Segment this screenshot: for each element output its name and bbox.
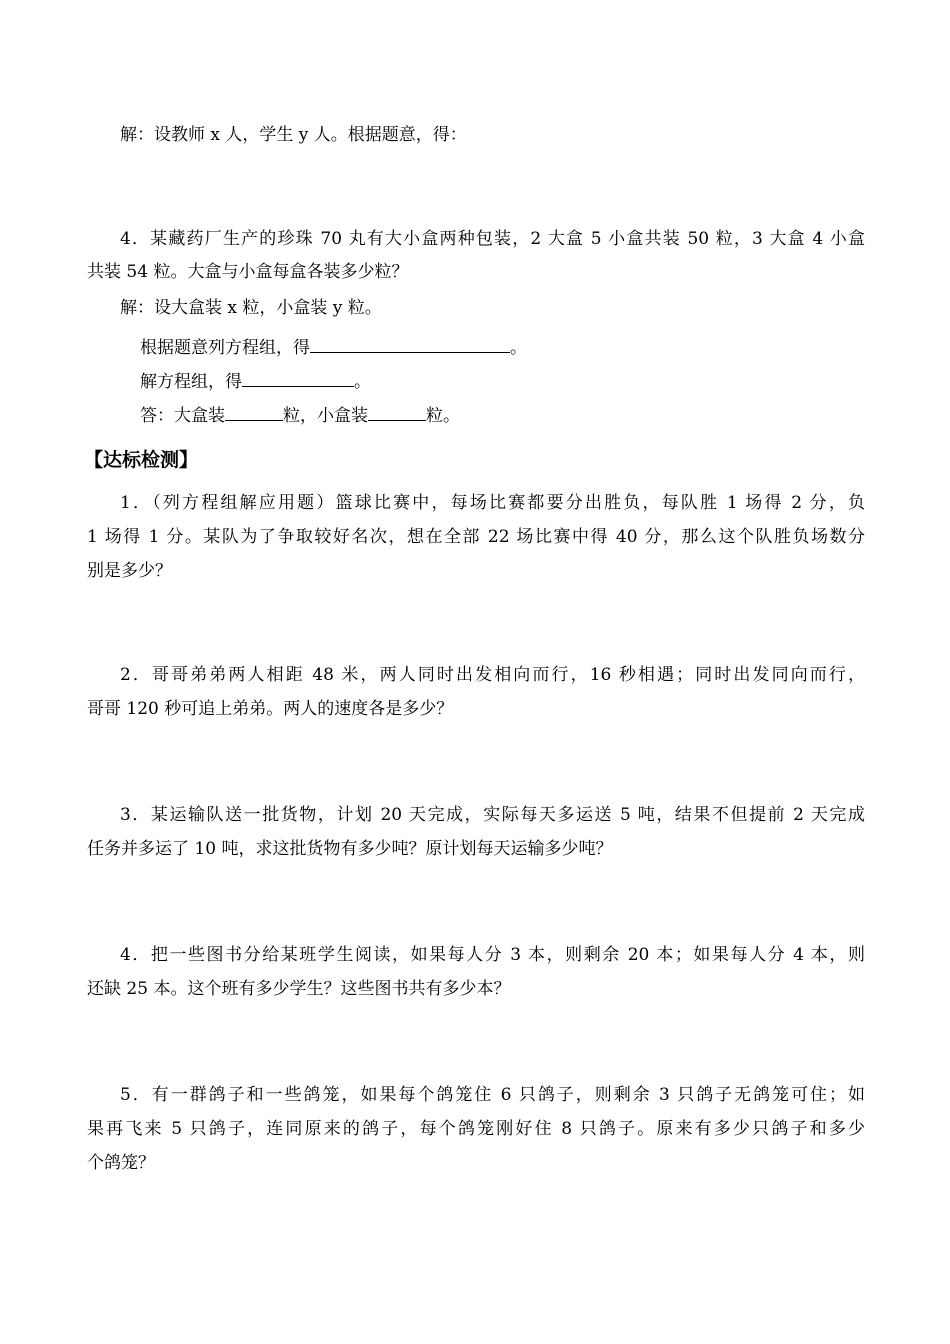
small-box-blank[interactable] bbox=[368, 403, 426, 421]
q4-sol3 bbox=[140, 369, 371, 393]
q4-sol3-suffix: 。 bbox=[354, 372, 371, 392]
q4-answer bbox=[140, 403, 460, 427]
equation-blank[interactable] bbox=[310, 335, 510, 353]
section-heading: 【达标检测】 bbox=[84, 449, 199, 471]
item4-line1: 4．把一些图书分给某班学生阅读，如果每人分 3 本，则剩余 20 本；如果每人分 4 本，则 bbox=[120, 945, 865, 965]
q4-answer-suffix: 粒。 bbox=[426, 406, 460, 426]
q4-sol1: 解：设大盒装 x 粒，小盒装 y 粒。 bbox=[120, 298, 382, 318]
item5-line3: 个鸽笼？ bbox=[87, 1153, 155, 1173]
large-box-blank[interactable] bbox=[225, 403, 283, 421]
solution-intro: 解：设教师 x 人，学生 y 人。根据题意，得： bbox=[120, 125, 467, 145]
item5-line2: 果再飞来 5 只鸽子，连同原来的鸽子，每个鸽笼刚好住 8 只鸽子。原来有多少只鸽子和多少 bbox=[87, 1119, 865, 1139]
item5-line1: 5．有一群鸽子和一些鸽笼，如果每个鸽笼住 6 只鸽子，则剩余 3 只鸽子无鸽笼可住；如 bbox=[120, 1085, 865, 1105]
q4-line1: 4．某藏药厂生产的珍珠 70 丸有大小盒两种包装，2 大盒 5 小盒共装 50 粒，3 大盒 4 小盒 bbox=[120, 229, 865, 249]
item2-line2: 哥哥 120 秒可追上弟弟。两人的速度各是多少？ bbox=[87, 699, 454, 719]
q4-line2: 共装 54 粒。大盒与小盒每盒各装多少粒？ bbox=[87, 262, 409, 282]
q4-answer-prefix: 答：大盒装 bbox=[140, 406, 225, 426]
q4-sol2 bbox=[140, 335, 527, 359]
q4-answer-mid: 粒，小盒装 bbox=[283, 406, 368, 426]
q4-sol2-prefix: 根据题意列方程组，得 bbox=[140, 338, 310, 358]
q4-sol2-suffix: 。 bbox=[510, 338, 527, 358]
item2-line1: 2．哥哥弟弟两人相距 48 米，两人同时出发相向而行，16 秒相遇；同时出发同向而行， bbox=[120, 665, 865, 685]
item1-line3: 别是多少？ bbox=[87, 561, 172, 581]
solution-blank[interactable] bbox=[242, 369, 354, 387]
q4-sol3-prefix: 解方程组，得 bbox=[140, 372, 242, 392]
item4-line2: 还缺 25 本。这个班有多少学生？这些图书共有多少本？ bbox=[87, 979, 511, 999]
item1-line1: 1．（列方程组解应用题）篮球比赛中，每场比赛都要分出胜负，每队胜 1 场得 2 分，负 bbox=[120, 493, 865, 513]
item3-line1: 3．某运输队送一批货物，计划 20 天完成，实际每天多运送 5 吨，结果不但提前 2 天完成 bbox=[120, 805, 865, 825]
item3-line2: 任务并多运了 10 吨，求这批货物有多少吨？原计划每天运输多少吨？ bbox=[87, 839, 613, 859]
item1-line2: 1 场得 1 分。某队为了争取较好名次，想在全部 22 场比赛中得 40 分，那么这个队胜负场数分 bbox=[87, 527, 865, 547]
